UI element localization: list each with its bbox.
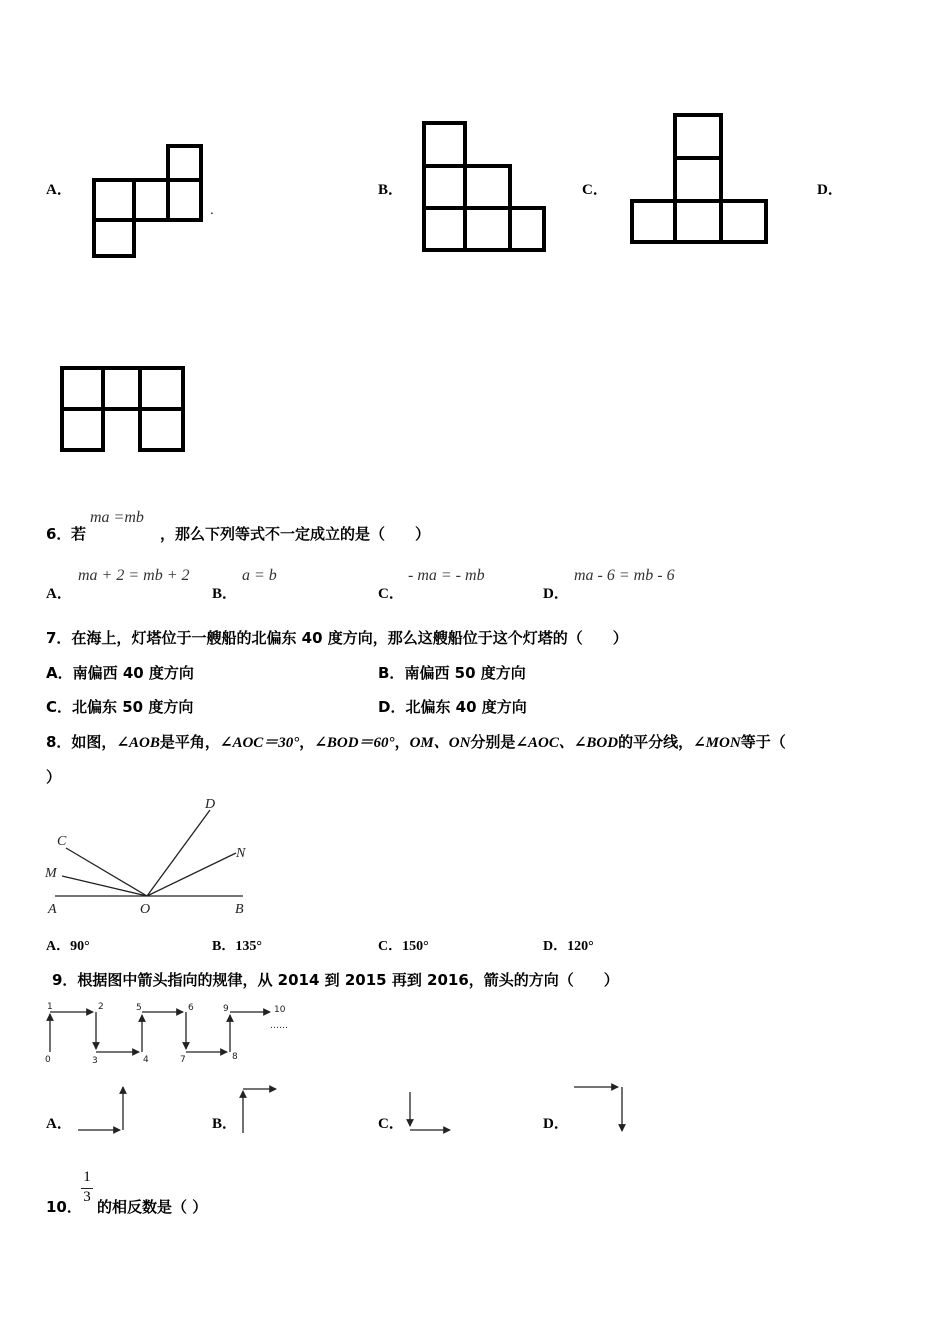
q8-option-a[interactable]: A．90° [46, 939, 90, 954]
svg-text:0: 0 [45, 1055, 51, 1065]
svg-text:5: 5 [136, 1003, 142, 1013]
q10-fraction [80, 1169, 94, 1206]
q8-stem: 8．如图，∠AOB是平角，∠AOC＝30°，∠BOD＝60°，OM、ON分别是∠AOC、∠BOD的平分线，∠MON等于（ [46, 733, 786, 751]
q8-option-d[interactable]: D．120° [543, 939, 594, 954]
q10-suffix: 的相反数是（ ） [97, 1198, 208, 1216]
svg-text:1: 1 [47, 1002, 53, 1012]
q6-prefix: 若 [71, 525, 87, 543]
q9-stem: 9．根据图中箭头指向的规律，从 2014 到 2015 再到 2016，箭头的方向（ ） [52, 971, 619, 989]
q8-stem-close: ） [46, 768, 62, 786]
q6-option-c-expr: - ma = - mb [408, 567, 485, 584]
q6-condition: ma =mb [90, 509, 144, 526]
q7-option-d[interactable] [378, 696, 527, 717]
q7-option-a-label: A． [46, 664, 73, 682]
q6-option-a-label[interactable]: A． [46, 586, 72, 602]
q9-option-d-arrows [568, 1080, 634, 1138]
svg-text:3: 3 [92, 1056, 98, 1066]
q6-stem-suffix: ，那么下列等式不一定成立的是（ ） [160, 525, 431, 543]
q8-label-b: B [235, 902, 244, 917]
q9-option-a-arrows [72, 1080, 132, 1138]
q8-option-b[interactable]: B．135° [212, 939, 262, 954]
q7-stem: 7．在海上，灯塔位于一艘船的北偏东 40 度方向，那么这艘船位于这个灯塔的（ ） [46, 629, 628, 647]
q5-option-b-label[interactable]: B． [378, 182, 404, 198]
q9-option-c-arrows [402, 1086, 460, 1138]
q7-option-a-text: 南偏西 40 度方向 [72, 664, 194, 682]
q5-option-a-net [90, 143, 220, 261]
svg-text:2: 2 [98, 1002, 104, 1012]
q9-option-a-label[interactable]: A． [46, 1116, 72, 1132]
q6-option-c-label[interactable]: C． [378, 586, 404, 602]
q10-number: 10． [46, 1198, 82, 1216]
q8-label-a: A [48, 902, 57, 917]
q5-option-a-dot: . [210, 203, 214, 217]
q5-option-d-net [58, 364, 188, 456]
q9-option-c-label[interactable]: C． [378, 1116, 404, 1132]
svg-text:4: 4 [143, 1055, 149, 1065]
q10-fraction-denominator: 3 [83, 1189, 91, 1205]
q7-option-b-text: 南偏西 50 度方向 [404, 664, 526, 682]
q6-option-a-expr: ma + 2 = mb + 2 [78, 567, 190, 584]
svg-text:10: 10 [274, 1005, 286, 1015]
q7-option-b-label: B． [378, 664, 405, 682]
svg-text:……: …… [270, 1021, 288, 1031]
q6-option-d-label[interactable]: D． [543, 586, 569, 602]
q5-option-c-net [628, 112, 770, 246]
q7-option-a[interactable] [46, 662, 194, 683]
q9-option-b-arrows [236, 1080, 286, 1138]
svg-text:7: 7 [180, 1055, 186, 1065]
svg-text:8: 8 [232, 1052, 238, 1062]
q8-label-c: C [57, 834, 67, 849]
q8-label-n: N [236, 846, 246, 861]
q7-option-d-label: D． [378, 698, 406, 716]
q6-number: 6． [46, 525, 72, 543]
q9-arrow-pattern [40, 996, 300, 1066]
q7-option-c-text: 北偏东 50 度方向 [72, 698, 194, 716]
q10-fraction-numerator: 1 [83, 1169, 91, 1185]
q5-option-c-label[interactable]: C． [582, 182, 608, 198]
q6-option-b-expr: a = b [242, 567, 277, 584]
svg-text:6: 6 [188, 1003, 194, 1013]
q7-option-d-text: 北偏东 40 度方向 [405, 698, 527, 716]
q8-angle-figure [40, 792, 260, 918]
q7-option-c-label: C． [46, 698, 73, 716]
q5-option-a-label[interactable]: A． [46, 182, 72, 198]
q8-option-c[interactable]: C．150° [378, 939, 429, 954]
q8-label-m: M [45, 866, 57, 881]
q7-option-b[interactable] [378, 662, 526, 683]
q5-option-d-label[interactable]: D． [817, 182, 843, 198]
q7-option-c[interactable] [46, 696, 193, 717]
q8-label-d: D [205, 797, 216, 812]
svg-text:9: 9 [223, 1004, 229, 1014]
q6-option-b-label[interactable]: B． [212, 586, 238, 602]
q6-option-d-expr: ma - 6 = mb - 6 [574, 567, 675, 584]
q9-option-b-label[interactable]: B． [212, 1116, 238, 1132]
q8-label-o: O [140, 902, 151, 917]
q5-option-b-net [420, 120, 548, 255]
q9-option-d-label[interactable]: D． [543, 1116, 569, 1132]
